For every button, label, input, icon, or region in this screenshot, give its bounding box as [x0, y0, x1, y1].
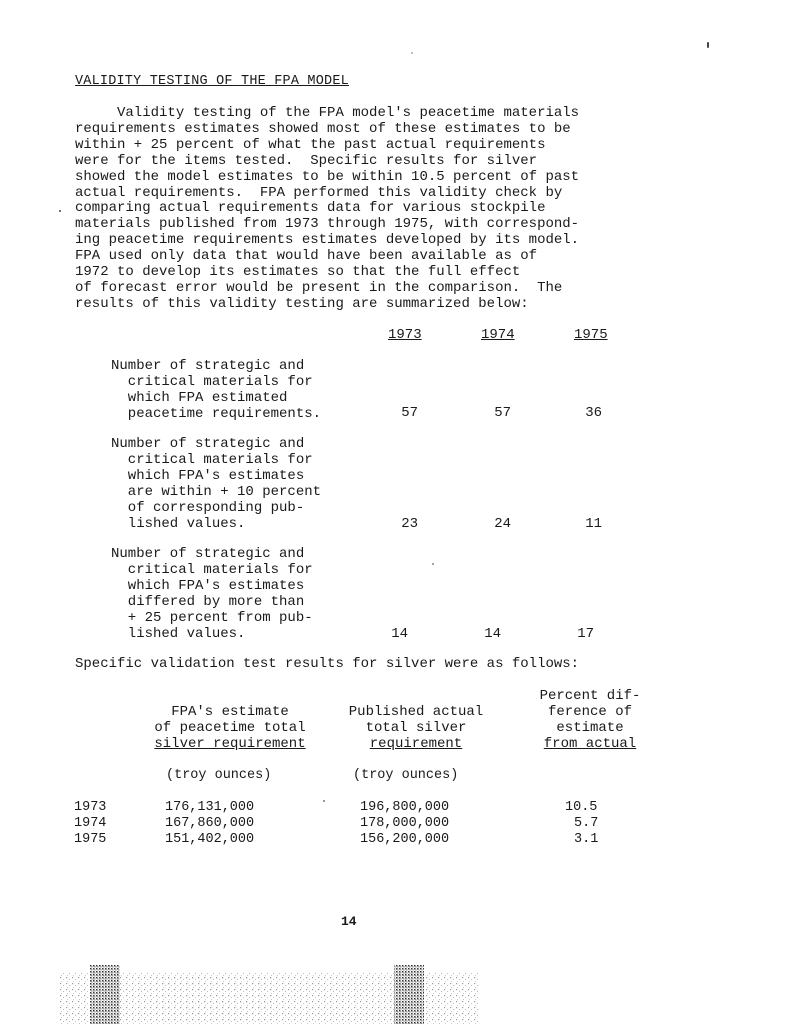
silver-row-percent: 10.5: [565, 800, 598, 815]
units-label: (troy ounces): [166, 768, 272, 783]
label-line: critical materials for: [111, 451, 313, 468]
section-heading: VALIDITY TESTING OF THE FPA MODEL: [75, 74, 349, 89]
header-line: total silver: [365, 720, 467, 736]
summary-label-estimated: [111, 359, 321, 423]
paragraph-line: ing peacetime requirements estimates developed by its model.: [75, 232, 580, 249]
silver-row-published: 178,000,000: [360, 816, 450, 831]
paragraph-line: of forecast error would be present in the comparison. The: [75, 279, 563, 296]
silver-col-percent-header: [530, 688, 650, 752]
silver-row-fpa: 176,131,000: [165, 800, 255, 815]
scan-speck: [411, 52, 413, 54]
summary-value: 14: [391, 626, 408, 642]
paragraph-line: showed the model estimates to be within 10.5 percent of past: [75, 168, 580, 185]
header-line: requirement: [369, 736, 463, 752]
label-line: differed by more than: [111, 593, 305, 610]
summary-value: 57: [494, 405, 511, 421]
page-number: 14: [341, 914, 357, 929]
year-header-1973: 1973: [388, 327, 422, 343]
silver-row-year: 1973: [74, 800, 107, 815]
header-line: of peacetime total: [154, 720, 306, 736]
silver-row-fpa: 167,860,000: [165, 816, 255, 831]
label-line: critical materials for: [111, 373, 313, 390]
scan-speck: [707, 42, 709, 48]
summary-value: 17: [577, 626, 594, 642]
label-line: which FPA estimated: [111, 389, 288, 406]
scan-speck: [59, 210, 61, 212]
year-header-1974: 1974: [481, 327, 515, 343]
silver-row-fpa: 151,402,000: [165, 832, 255, 847]
header-line: silver requirement: [154, 736, 306, 752]
paragraph-line: comparing actual requirements data for various stockpile: [75, 200, 546, 217]
summary-value: 57: [401, 405, 418, 421]
summary-label-differed-25: [111, 547, 313, 642]
scan-speck: [432, 563, 434, 565]
silver-row-year: 1975: [74, 832, 107, 847]
silver-row-year: 1974: [74, 816, 107, 831]
paragraph-line: requirements estimates showed most of these estimates to be: [75, 120, 571, 137]
paragraph-line: actual requirements. FPA performed this validity check by: [75, 184, 563, 201]
label-line: + 25 percent from pub-: [111, 609, 313, 626]
label-line: lished values.: [111, 515, 246, 532]
header-line: Published actual: [348, 704, 484, 720]
paragraph-line: were for the items tested. Specific results for silver: [75, 152, 538, 169]
paragraph-line: materials published from 1973 through 1975, with correspond-: [75, 216, 580, 233]
silver-row-percent: 5.7: [574, 816, 599, 831]
label-line: Number of strategic and: [111, 546, 305, 562]
paragraph-line: FPA used only data that would have been available as of: [75, 248, 538, 265]
paragraph-line: within + 25 percent of what the past actual requirements: [75, 136, 546, 153]
scan-speck: [323, 800, 325, 802]
summary-value: 14: [484, 626, 501, 642]
silver-row-percent: 3.1: [574, 832, 599, 847]
silver-intro-text: Specific validation test results for silver were as follows:: [75, 656, 580, 672]
label-line: lished values.: [111, 625, 246, 642]
year-header-1975: 1975: [574, 327, 608, 343]
label-line: peacetime requirements.: [111, 405, 322, 422]
header-line: from actual: [543, 736, 637, 752]
paragraph-line: 1972 to develop its estimates so that the full effect: [75, 264, 521, 281]
body-paragraph: [75, 106, 645, 313]
label-line: which FPA's estimates: [111, 577, 305, 594]
label-line: Number of strategic and: [111, 436, 305, 452]
label-line: which FPA's estimates: [111, 467, 305, 484]
label-line: Number of strategic and: [111, 358, 305, 374]
summary-label-within-10: [111, 437, 321, 532]
summary-value: 23: [401, 516, 418, 532]
summary-value: 24: [494, 516, 511, 532]
header-line: ference of: [547, 704, 632, 720]
summary-value: 36: [585, 405, 602, 421]
silver-row-published: 156,200,000: [360, 832, 450, 847]
silver-col-published-header: [336, 704, 496, 752]
label-line: of corresponding pub-: [111, 499, 305, 516]
silver-col-fpa-header: [140, 704, 320, 752]
label-line: critical materials for: [111, 561, 313, 578]
header-line: FPA's estimate: [171, 704, 289, 720]
label-line: are within + 10 percent: [111, 483, 322, 500]
silver-row-published: 196,800,000: [360, 800, 450, 815]
paragraph-line: Validity testing of the FPA model's peacetime materials: [75, 105, 580, 121]
scan-noise-band: [60, 965, 480, 1024]
paragraph-line: results of this validity testing are summarized below:: [75, 295, 529, 312]
units-label: (troy ounces): [353, 768, 459, 783]
summary-value: 11: [585, 516, 602, 532]
header-line: estimate: [556, 720, 624, 736]
header-line: Percent dif-: [539, 688, 641, 704]
